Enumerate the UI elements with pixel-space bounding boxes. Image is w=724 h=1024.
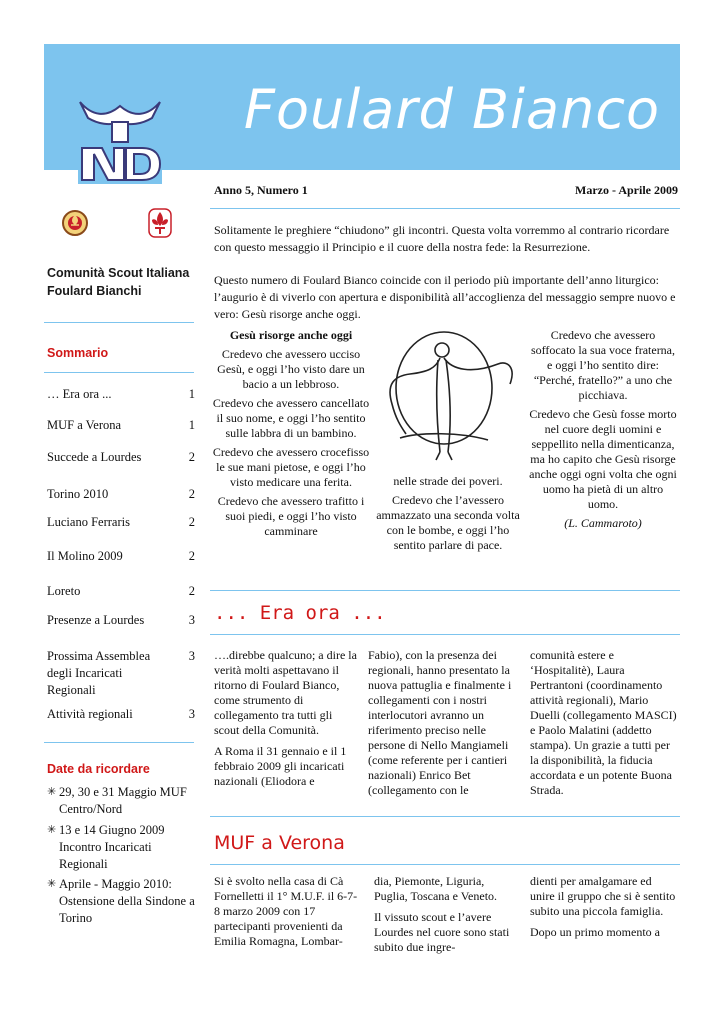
toc-item[interactable] — [47, 583, 195, 600]
masthead-title: Foulard Bianco — [243, 78, 661, 141]
header-divider — [210, 208, 680, 209]
asterisk-bullet-icon: ✳ — [47, 786, 57, 798]
article-paragraph: dienti per amalgamare ed unire il gruppo che si è sentito subito una piccola famiglia. — [530, 874, 676, 918]
article-title: MUF a Verona — [214, 832, 345, 854]
article-paragraph: A Roma il 31 gennaio e il 1 febbraio 2009 gli incaricati nazionali (Eliodora e — [214, 744, 347, 788]
toc-page: 2 — [188, 584, 195, 598]
sidebar-divider — [44, 322, 194, 323]
toc-item[interactable] — [47, 706, 195, 723]
article-paragraph: Fabio), con la presenza dei regionali, hanno presentato la nuova pattuglia e finalmente i collegamenti con i nostri interlocutori avranno un riferimento preciso nelle persone di Nello Mangiameli (come referente per i cantieri nazionali) Enrico Bet (collegamento con le — [368, 648, 512, 797]
toc-item[interactable] — [47, 417, 195, 434]
risen-christ-illustration — [380, 328, 520, 466]
poem-title: Gesù risorge anche oggi — [229, 328, 353, 342]
sidebar-divider — [44, 372, 194, 373]
issue-number: Anno 5, Numero 1 — [214, 183, 308, 197]
toc-page: 3 — [188, 707, 195, 721]
sidebar-divider — [44, 742, 194, 743]
section-divider — [210, 590, 680, 591]
toc-page: 3 — [188, 613, 195, 627]
issue-date: Marzo - Aprile 2009 — [575, 183, 678, 197]
article-paragraph: dia, Piemonte, Liguria, Puglia, Toscana e Veneto. — [374, 874, 498, 903]
article-column — [368, 648, 518, 804]
toc-label: Attività regionali — [47, 707, 133, 721]
date-text: 29, 30 e 31 Maggio MUF Centro/Nord — [59, 785, 187, 816]
toc-item[interactable] — [47, 386, 195, 403]
article-column — [214, 648, 358, 795]
date-item — [47, 784, 197, 818]
section-divider — [210, 816, 680, 817]
poem-author: (L. Cammaroto) — [564, 516, 642, 530]
toc-label: … Era ora ... — [47, 387, 112, 401]
toc-item[interactable] — [47, 486, 195, 503]
toc-page: 2 — [188, 450, 195, 464]
date-text: 13 e 14 Giugno 2009 Incontro Incaricati Regionali — [59, 823, 165, 871]
dates-heading: Date da ricordare — [47, 762, 150, 776]
toc-label: Prossima Assemblea degli Incaricati Regionali — [47, 649, 151, 697]
poem-stanza: Credevo che l’avessero ammazzato una seconda volta con le bombe, e oggi l’ho sentito parlare di pace. — [376, 493, 520, 552]
toc-page: 2 — [188, 487, 195, 501]
article-paragraph: Il vissuto scout e l’avere Lourdes nel cuore sono stati subito due ingre- — [374, 910, 510, 954]
poem-stanza: Credevo che avessero trafitto i suoi piedi, e oggi l’ho visto camminare — [217, 494, 365, 538]
article-paragraph: Si è svolto nella casa di Cà Fornelletti il 1° M.U.F. il 6-7-8 marzo 2009 con 17 partecipanti provenienti da Emilia Romagna, Lombar- — [214, 874, 358, 948]
asterisk-bullet-icon: ✳ — [47, 878, 57, 890]
article-title: ... Era ora ... — [214, 602, 386, 624]
summary-heading: Sommario — [47, 346, 109, 360]
toc-label: Loreto — [47, 584, 81, 598]
toc-item[interactable] — [47, 514, 195, 531]
toc-item[interactable] — [47, 449, 195, 466]
poem-column — [528, 328, 678, 535]
toc-label: MUF a Verona — [47, 418, 122, 432]
intro-paragraph: Solitamente le preghiere “chiudono” gli incontri. Questa volta vorremmo al contrario ricordare con questo messaggio il Principio e il cuore della nostra fede: la Resurrezione. — [214, 223, 670, 254]
poem-stanza: Credevo che Gesù fosse morto nel cuore degli uomini e seppellito nella dimenticanza, ma ho capito che Gesù risorge anche oggi ogni volta che ogni uomo ha pietà di un altro uomo. — [529, 407, 677, 511]
toc-item[interactable] — [47, 612, 195, 629]
toc-label: Succede a Lourdes — [47, 450, 142, 464]
date-item — [47, 822, 197, 873]
toc-page: 3 — [188, 649, 195, 663]
toc-item[interactable] — [47, 548, 195, 565]
toc-label: Luciano Ferraris — [47, 515, 130, 529]
poem-column — [376, 474, 520, 557]
toc-label: Presenze a Lourdes — [47, 613, 145, 627]
article-column — [214, 874, 358, 955]
poem-stanza: Credevo che avessero ucciso Gesù, e oggi l’ho visto dare un bacio a un lebbroso. — [217, 347, 365, 391]
article-paragraph: comunità estere e ‘Hospitalitè), Laura Pertrantoni (coordinamento attività regionali), Mario Duelli (collegamento MASCI) e Paolo Malatini (addetto stampa). Un grazie a tutti per la disponibilità, la fiducia accordata e un potente Buona Strada. — [530, 648, 677, 797]
toc-page: 2 — [188, 515, 195, 529]
section-divider — [210, 634, 680, 635]
poem-stanza: Credevo che avessero soffocato la sua voce fraterna, e oggi l’ho sentito dire: “Perché, fratello?” a uno che picchiava. — [530, 328, 676, 402]
toc-item[interactable] — [47, 648, 195, 699]
toc-page: 2 — [188, 549, 195, 563]
poem-stanza: Credevo che avessero crocefisso le sue mani pietose, e oggi l’ho visto medicare una ferita. — [212, 445, 370, 489]
poem-stanza: Credevo che avessero cancellato il suo nome, e oggi l’ho sentito sulle labbra di un bambino. — [212, 396, 370, 440]
article-paragraph: ….direbbe qualcuno; a dire la verità molti aspettavano il ritorno di Foulard Bianco, come strumento di collegamento tra tutti gli scout della Comunità. — [214, 648, 357, 737]
toc-label: Il Molino 2009 — [47, 549, 123, 563]
section-divider — [210, 864, 680, 865]
intro-paragraph: Questo numero di Foulard Bianco coincide con il periodo più importante dell’anno liturgico: l’augurio è di viverlo con apertura e disponibilità all’accoglienza del messaggio sempre nuovo e vero: Gesù risorge anche oggi. — [214, 273, 676, 321]
toc-label: Torino 2010 — [47, 487, 109, 501]
toc-page: 1 — [188, 418, 195, 432]
poem-stanza: nelle strade dei poveri. — [393, 474, 503, 488]
fleur-de-lis-icon — [148, 208, 172, 238]
asterisk-bullet-icon: ✳ — [47, 824, 57, 836]
article-column — [530, 874, 678, 946]
toc-page: 1 — [188, 387, 195, 401]
article-column — [530, 648, 680, 804]
scout-emblem-icon — [62, 208, 88, 238]
date-item — [47, 876, 197, 927]
date-text: Aprile - Maggio 2010: Ostensione della Sindone a Torino — [59, 877, 195, 925]
poem-column — [212, 328, 370, 543]
article-paragraph: Dopo un primo momento a — [530, 925, 660, 939]
article-column — [374, 874, 518, 961]
foulard-logo-icon — [72, 96, 168, 188]
community-name: Comunità Scout Italiana Foulard Bianchi — [47, 266, 190, 298]
